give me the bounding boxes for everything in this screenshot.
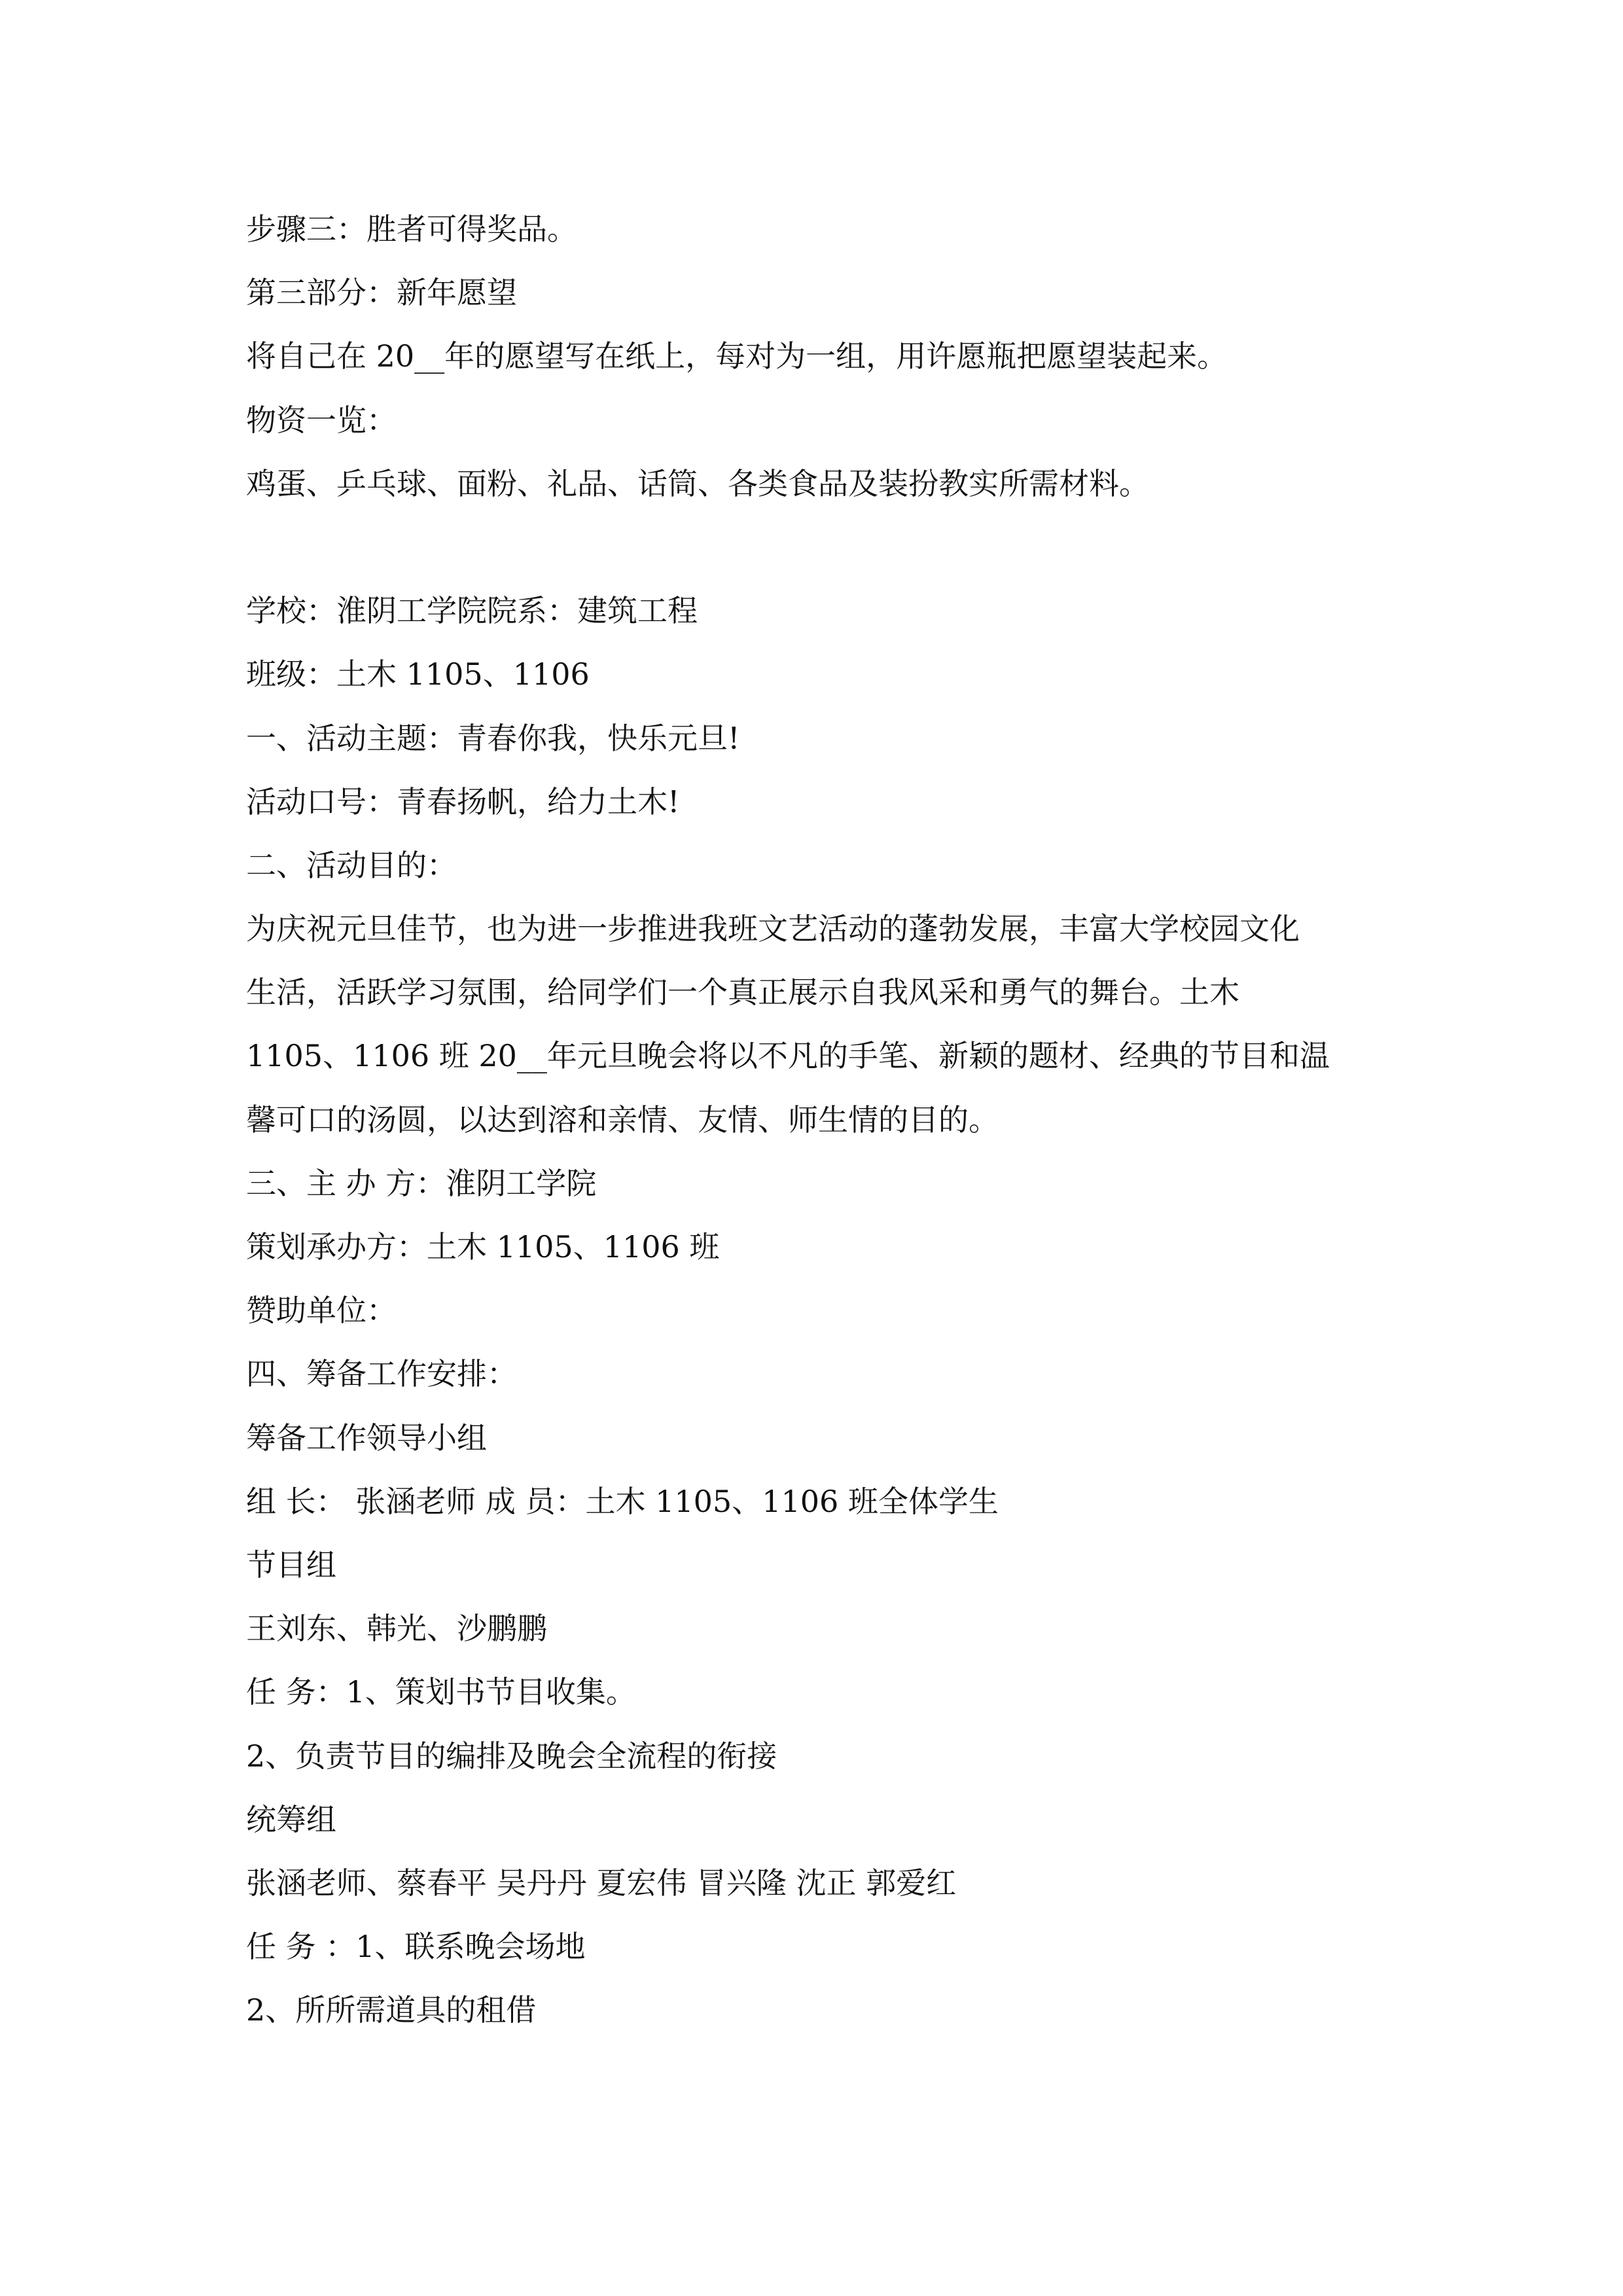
group-heading: 统筹组: [246, 1801, 336, 1837]
text-line: 组 长： 张涵老师 成 员：土木 1105、1106 班全体学生: [246, 1483, 999, 1519]
text-line: 策划承办方：土木 1105、1106 班: [246, 1229, 720, 1265]
section-heading: 三、主 办 方：淮阴工学院: [246, 1165, 597, 1201]
text-line: 任 务 ：1、联系晚会场地: [246, 1929, 586, 1965]
text-line: 2、所所需道具的租借: [246, 1992, 537, 2028]
text-line: 任 务：1、策划书节目收集。: [246, 1674, 636, 1710]
paragraph-line: 馨可口的汤圆，以达到溶和亲情、友情、师生情的目的。: [246, 1102, 999, 1138]
school-line: 学校：淮阴工学院院系：建筑工程: [246, 593, 698, 629]
text-line: 赞助单位：: [246, 1293, 397, 1329]
section-heading: 第三部分：新年愿望: [246, 275, 517, 311]
text-line: 将自己在 20__年的愿望写在纸上，每对为一组，用许愿瓶把愿望装起来。: [246, 338, 1228, 374]
section-heading: 物资一览：: [246, 402, 397, 438]
paragraph-line: 1105、1106 班 20__年元旦晚会将以不凡的手笔、新颖的题材、经典的节目和温: [246, 1038, 1330, 1074]
text-line: 王刘东、韩光、沙鹏鹏: [246, 1611, 547, 1647]
text-line: 步骤三：胜者可得奖品。: [246, 211, 577, 247]
paragraph-line: 生活，活跃学习氛围，给同学们一个真正展示自我风采和勇气的舞台。土木: [246, 975, 1240, 1011]
paragraph-gap: [246, 516, 1398, 579]
group-heading: 节目组: [246, 1547, 336, 1583]
text-line: 鸡蛋、乒乓球、面粉、礼品、话筒、各类食品及装扮教实所需材料。: [246, 465, 1149, 501]
group-heading: 筹备工作领导小组: [246, 1420, 487, 1456]
document-body: [246, 198, 1398, 2042]
section-heading: 四、筹备工作安排：: [246, 1356, 517, 1392]
section-heading: 二、活动目的：: [246, 847, 457, 883]
section-heading: 一、活动主题：青春你我，快乐元旦!: [246, 720, 740, 756]
paragraph-line: 为庆祝元旦佳节，也为进一步推进我班文艺活动的蓬勃发展，丰富大学校园文化: [246, 911, 1300, 947]
class-line: 班级：土木 1105、1106: [246, 656, 590, 692]
text-line: 活动口号：青春扬帆，给力土木!: [246, 783, 680, 819]
text-line: 2、负责节目的编排及晚会全流程的衔接: [246, 1738, 777, 1774]
text-line: 张涵老师、蔡春平 吴丹丹 夏宏伟 冒兴隆 沈正 郭爱红: [246, 1865, 957, 1901]
